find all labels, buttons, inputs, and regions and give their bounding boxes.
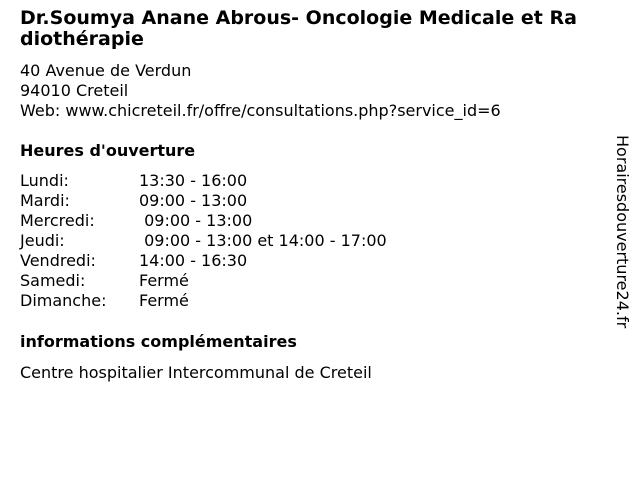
day-label: Mercredi: (20, 211, 95, 230)
website-line: Web: www.chicreteil.fr/offre/consultations.php?service_id=6 (20, 101, 501, 120)
day-label: Jeudi: (20, 231, 65, 250)
street-address: 40 Avenue de Verdun (20, 61, 192, 80)
additional-info-heading: informations complémentaires (20, 332, 297, 351)
hours-row-tuesday (20, 191, 600, 211)
hours-row-saturday (20, 271, 600, 291)
opening-hours-table (20, 171, 600, 311)
opening-hours-heading: Heures d'ouverture (20, 141, 196, 160)
time-value: Fermé (139, 291, 189, 310)
day-label: Mardi: (20, 191, 70, 210)
time-value: 14:00 - 16:30 (139, 251, 248, 270)
hours-row-friday (20, 251, 600, 271)
day-label: Samedi: (20, 271, 86, 290)
hours-row-monday (20, 171, 600, 191)
time-value: Fermé (139, 271, 189, 290)
additional-info-text: Centre hospitalier Intercommunal de Creteil (20, 363, 372, 382)
time-value: 09:00 - 13:00 (139, 191, 248, 210)
hours-row-wednesday (20, 211, 600, 231)
listing-card (20, 8, 600, 383)
day-label: Vendredi: (20, 251, 96, 270)
city-postcode: 94010 Creteil (20, 81, 129, 100)
time-value: 13:30 - 16:00 (139, 171, 248, 190)
hours-row-sunday (20, 291, 600, 311)
page-title: Dr.Soumya Anane Abrous- Oncologie Medicale et Radiothérapie (20, 7, 577, 50)
hours-row-thursday (20, 231, 600, 251)
time-value: 09:00 - 13:00 (139, 211, 253, 230)
day-label: Dimanche: (20, 291, 107, 310)
site-watermark: Horairesdouverture24.fr (613, 135, 632, 329)
time-value: 09:00 - 13:00 et 14:00 - 17:00 (139, 231, 387, 250)
address-block (20, 61, 600, 121)
day-label: Lundi: (20, 171, 69, 190)
